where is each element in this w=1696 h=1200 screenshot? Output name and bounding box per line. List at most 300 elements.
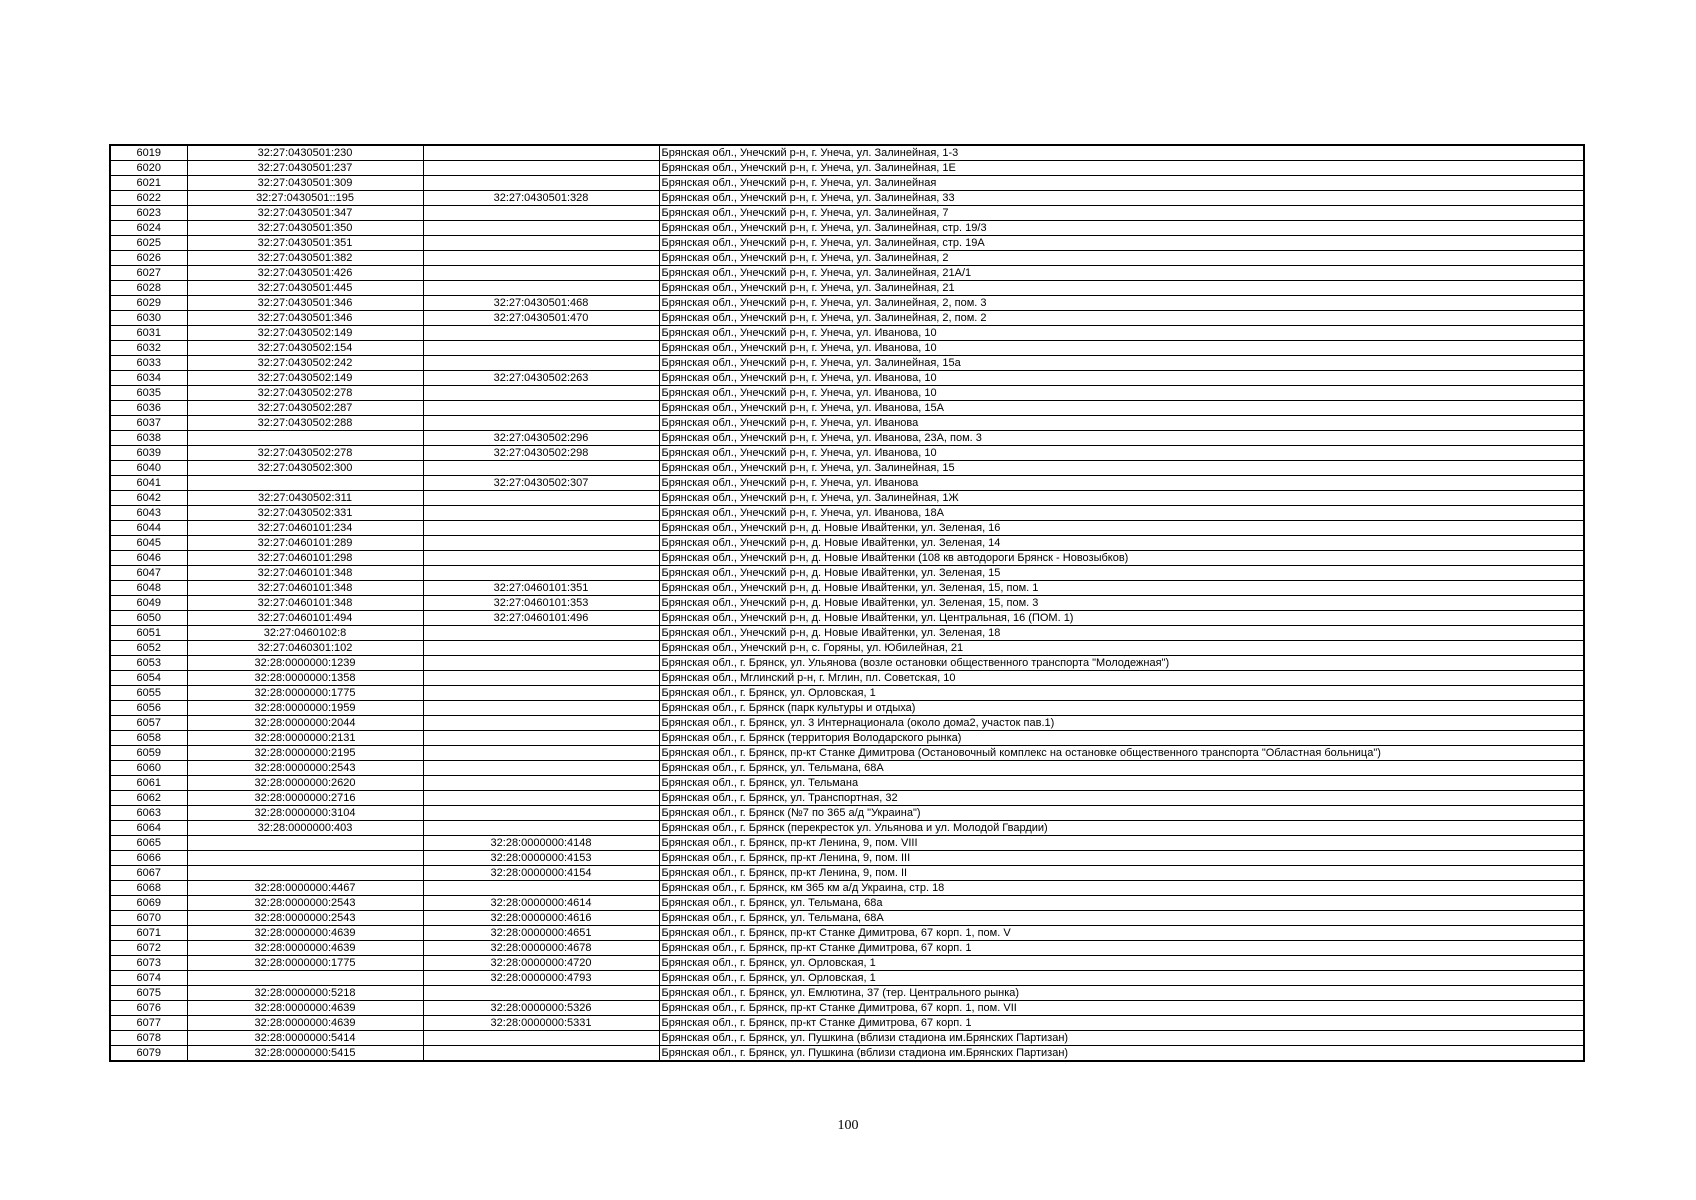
address-cell: Брянская обл., Унечский р-н, г. Унеча, ул. Залинейная, 15 (659, 461, 1584, 476)
table-row (110, 1001, 1584, 1016)
sub-object-number-cell: 32:27:0460101:496 (423, 611, 659, 626)
cadastral-number-cell: 32:28:0000000:1239 (187, 656, 423, 671)
row-number-cell: 6070 (110, 911, 187, 926)
cadastral-number-cell: 32:27:0430501:237 (187, 161, 423, 176)
address-cell: Брянская обл., Унечский р-н, г. Унеча, ул. Залинейная, стр. 19/3 (659, 221, 1584, 236)
address-cell: Брянская обл., Унечский р-н, г. Унеча, ул. Залинейная, 1Е (659, 161, 1584, 176)
address-cell: Брянская обл., Унечский р-н, г. Унеча, ул. Иванова (659, 476, 1584, 491)
address-cell: Брянская обл., г. Брянск, ул. Емлютина, 37 (тер. Центрального рынка) (659, 986, 1584, 1001)
table-row (110, 401, 1584, 416)
cadastral-number-cell: 32:28:0000000:3104 (187, 806, 423, 821)
sub-object-number-cell (423, 356, 659, 371)
cadastral-number-cell: 32:27:0460101:348 (187, 566, 423, 581)
cadastral-number-cell: 32:27:0430501::195 (187, 191, 423, 206)
address-cell: Брянская обл., г. Брянск, ул. Транспортная, 32 (659, 791, 1584, 806)
address-cell: Брянская обл., Унечский р-н, д. Новые Ивайтенки, ул. Зеленая, 18 (659, 626, 1584, 641)
row-number-cell: 6079 (110, 1046, 187, 1062)
cadastral-number-cell: 32:27:0430502:311 (187, 491, 423, 506)
row-number-cell: 6066 (110, 851, 187, 866)
address-cell: Брянская обл., г. Брянск, ул. Тельмана, 68А (659, 911, 1584, 926)
address-cell: Брянская обл., Унечский р-н, г. Унеча, ул. Иванова, 10 (659, 446, 1584, 461)
row-number-cell: 6072 (110, 941, 187, 956)
row-number-cell: 6027 (110, 266, 187, 281)
sub-object-number-cell (423, 881, 659, 896)
sub-object-number-cell (423, 1031, 659, 1046)
sub-object-number-cell (423, 461, 659, 476)
table-row (110, 506, 1584, 521)
sub-object-number-cell: 32:28:0000000:4793 (423, 971, 659, 986)
address-cell: Брянская обл., Унечский р-н, д. Новые Ивайтенки, ул. Зеленая, 14 (659, 536, 1584, 551)
sub-object-number-cell (423, 341, 659, 356)
row-number-cell: 6036 (110, 401, 187, 416)
table-row (110, 641, 1584, 656)
row-number-cell: 6062 (110, 791, 187, 806)
cadastral-number-cell: 32:27:0460101:234 (187, 521, 423, 536)
table-row (110, 221, 1584, 236)
sub-object-number-cell: 32:27:0430501:470 (423, 311, 659, 326)
sub-object-number-cell (423, 716, 659, 731)
cadastral-number-cell: 32:27:0460102:8 (187, 626, 423, 641)
row-number-cell: 6033 (110, 356, 187, 371)
row-number-cell: 6032 (110, 341, 187, 356)
cadastral-number-cell: 32:28:0000000:5414 (187, 1031, 423, 1046)
sub-object-number-cell (423, 746, 659, 761)
row-number-cell: 6022 (110, 191, 187, 206)
address-cell: Брянская обл., Унечский р-н, г. Унеча, ул. Иванова, 18А (659, 506, 1584, 521)
cadastral-number-cell: 32:27:0430501:309 (187, 176, 423, 191)
address-cell: Брянская обл., г. Брянск, ул. Тельмана (659, 776, 1584, 791)
address-cell: Брянская обл., г. Брянск, пр-кт Станке Димитрова (Остановочный комплекс на остановке общественного транспорта "Областная больница") (659, 746, 1584, 761)
cadastral-number-cell: 32:27:0430502:278 (187, 386, 423, 401)
cadastral-number-cell: 32:27:0430501:382 (187, 251, 423, 266)
cadastral-number-cell: 32:27:0430502:288 (187, 416, 423, 431)
address-cell: Брянская обл., Унечский р-н, г. Унеча, ул. Иванова, 10 (659, 341, 1584, 356)
address-cell: Брянская обл., г. Брянск, пр-кт Станке Димитрова, 67 корп. 1 (659, 941, 1584, 956)
table-row (110, 716, 1584, 731)
row-number-cell: 6056 (110, 701, 187, 716)
sub-object-number-cell (423, 731, 659, 746)
address-cell: Брянская обл., Унечский р-н, г. Унеча, ул. Залинейная, 21 (659, 281, 1584, 296)
sub-object-number-cell (423, 626, 659, 641)
address-cell: Брянская обл., г. Брянск, ул. Тельмана, 68а (659, 896, 1584, 911)
table-row (110, 236, 1584, 251)
sub-object-number-cell (423, 821, 659, 836)
row-number-cell: 6065 (110, 836, 187, 851)
row-number-cell: 6025 (110, 236, 187, 251)
row-number-cell: 6052 (110, 641, 187, 656)
sub-object-number-cell (423, 236, 659, 251)
address-cell: Брянская обл., г. Брянск, км 365 км а/д Украина, стр. 18 (659, 881, 1584, 896)
address-cell: Брянская обл., г. Брянск, ул. Орловская, 1 (659, 971, 1584, 986)
cadastral-number-cell: 32:28:0000000:1959 (187, 701, 423, 716)
row-number-cell: 6073 (110, 956, 187, 971)
sub-object-number-cell: 32:28:0000000:5331 (423, 1016, 659, 1031)
row-number-cell: 6041 (110, 476, 187, 491)
sub-object-number-cell (423, 1046, 659, 1062)
sub-object-number-cell (423, 806, 659, 821)
address-cell: Брянская обл., Унечский р-н, д. Новые Ивайтенки (108 кв автодороги Брянск - Новозыбков) (659, 551, 1584, 566)
address-cell: Брянская обл., Унечский р-н, г. Унеча, ул. Иванова (659, 416, 1584, 431)
address-cell: Брянская обл., г. Брянск (№7 по 365 а/д "Украина") (659, 806, 1584, 821)
sub-object-number-cell (423, 566, 659, 581)
row-number-cell: 6029 (110, 296, 187, 311)
table-row (110, 776, 1584, 791)
cadastral-number-cell: 32:27:0460101:348 (187, 581, 423, 596)
row-number-cell: 6077 (110, 1016, 187, 1031)
address-cell: Брянская обл., г. Брянск, пр-кт Ленина, 9, пом. VIII (659, 836, 1584, 851)
sub-object-number-cell (423, 281, 659, 296)
cadastral-number-cell: 32:28:0000000:4639 (187, 941, 423, 956)
address-cell: Брянская обл., Унечский р-н, д. Новые Ивайтенки, ул. Зеленая, 15, пом. 1 (659, 581, 1584, 596)
address-cell: Брянская обл., Унечский р-н, д. Новые Ивайтенки, ул. Зеленая, 15 (659, 566, 1584, 581)
table-row (110, 791, 1584, 806)
row-number-cell: 6042 (110, 491, 187, 506)
sub-object-number-cell: 32:27:0460101:351 (423, 581, 659, 596)
row-number-cell: 6031 (110, 326, 187, 341)
sub-object-number-cell: 32:28:0000000:4614 (423, 896, 659, 911)
cadastral-number-cell: 32:28:0000000:2543 (187, 896, 423, 911)
address-cell: Брянская обл., Унечский р-н, г. Унеча, ул. Иванова, 10 (659, 326, 1584, 341)
row-number-cell: 6069 (110, 896, 187, 911)
row-number-cell: 6040 (110, 461, 187, 476)
cadastral-number-cell: 32:27:0430502:154 (187, 341, 423, 356)
address-cell: Брянская обл., г. Брянск, пр-кт Станке Димитрова, 67 корп. 1, пом. VII (659, 1001, 1584, 1016)
address-cell: Брянская обл., Унечский р-н, г. Унеча, ул. Залинейная, стр. 19А (659, 236, 1584, 251)
cadastral-number-cell: 32:27:0430502:278 (187, 446, 423, 461)
cadastral-number-cell (187, 476, 423, 491)
cadastral-number-cell: 32:28:0000000:5218 (187, 986, 423, 1001)
row-number-cell: 6060 (110, 761, 187, 776)
row-number-cell: 6055 (110, 686, 187, 701)
address-cell: Брянская обл., г. Брянск, ул. Ульянова (возле остановки общественного транспорта "Молодежная") (659, 656, 1584, 671)
row-number-cell: 6048 (110, 581, 187, 596)
sub-object-number-cell: 32:27:0430502:307 (423, 476, 659, 491)
address-cell: Брянская обл., Унечский р-н, г. Унеча, ул. Залинейная, 1-3 (659, 145, 1584, 161)
row-number-cell: 6046 (110, 551, 187, 566)
sub-object-number-cell (423, 701, 659, 716)
table-row (110, 821, 1584, 836)
table-row (110, 686, 1584, 701)
address-cell: Брянская обл., Унечский р-н, г. Унеча, ул. Залинейная, 2, пом. 3 (659, 296, 1584, 311)
row-number-cell: 6063 (110, 806, 187, 821)
table-row (110, 851, 1584, 866)
row-number-cell: 6038 (110, 431, 187, 446)
address-cell: Брянская обл., г. Брянск, ул. Пушкина (вблизи стадиона им.Брянских Партизан) (659, 1046, 1584, 1062)
address-cell: Брянская обл., Унечский р-н, г. Унеча, ул. Иванова, 23А, пом. 3 (659, 431, 1584, 446)
address-cell: Брянская обл., Унечский р-н, д. Новые Ивайтенки, ул. Центральная, 16 (ПОМ. 1) (659, 611, 1584, 626)
address-cell: Брянская обл., Унечский р-н, д. Новые Ивайтенки, ул. Зеленая, 16 (659, 521, 1584, 536)
sub-object-number-cell (423, 761, 659, 776)
cadastral-number-cell: 32:28:0000000:403 (187, 821, 423, 836)
table-row (110, 911, 1584, 926)
sub-object-number-cell (423, 145, 659, 161)
sub-object-number-cell: 32:27:0430502:298 (423, 446, 659, 461)
sub-object-number-cell (423, 221, 659, 236)
row-number-cell: 6045 (110, 536, 187, 551)
cadastral-number-cell: 32:27:0460101:494 (187, 611, 423, 626)
sub-object-number-cell (423, 251, 659, 266)
row-number-cell: 6054 (110, 671, 187, 686)
row-number-cell: 6023 (110, 206, 187, 221)
cadastral-number-cell: 32:27:0460101:348 (187, 596, 423, 611)
register-sheet (109, 144, 1583, 1062)
address-cell: Брянская обл., г. Брянск (перекресток ул. Ульянова и ул. Молодой Гвардии) (659, 821, 1584, 836)
cadastral-number-cell: 32:27:0430501:350 (187, 221, 423, 236)
table-row (110, 836, 1584, 851)
row-number-cell: 6059 (110, 746, 187, 761)
cadastral-number-cell: 32:28:0000000:4639 (187, 926, 423, 941)
sub-object-number-cell (423, 551, 659, 566)
sub-object-number-cell (423, 791, 659, 806)
address-cell: Брянская обл., г. Брянск, пр-кт Ленина, 9, пом. II (659, 866, 1584, 881)
cadastral-number-cell: 32:28:0000000:2543 (187, 911, 423, 926)
address-cell: Брянская обл., г. Брянск (территория Володарского рынка) (659, 731, 1584, 746)
address-cell: Брянская обл., Мглинский р-н, г. Мглин, пл. Советская, 10 (659, 671, 1584, 686)
address-cell: Брянская обл., Унечский р-н, г. Унеча, ул. Залинейная, 2, пом. 2 (659, 311, 1584, 326)
cadastral-number-cell: 32:28:0000000:5415 (187, 1046, 423, 1062)
row-number-cell: 6053 (110, 656, 187, 671)
address-cell: Брянская обл., Унечский р-н, г. Унеча, ул. Иванова, 15А (659, 401, 1584, 416)
table-row (110, 596, 1584, 611)
row-number-cell: 6075 (110, 986, 187, 1001)
address-cell: Брянская обл., г. Брянск (парк культуры и отдыха) (659, 701, 1584, 716)
row-number-cell: 6039 (110, 446, 187, 461)
table-row (110, 551, 1584, 566)
sub-object-number-cell: 32:28:0000000:4651 (423, 926, 659, 941)
sub-object-number-cell (423, 386, 659, 401)
table-row (110, 371, 1584, 386)
cadastral-number-cell: 32:28:0000000:1775 (187, 956, 423, 971)
row-number-cell: 6068 (110, 881, 187, 896)
address-cell: Брянская обл., Унечский р-н, г. Унеча, ул. Залинейная (659, 176, 1584, 191)
sub-object-number-cell (423, 326, 659, 341)
row-number-cell: 6078 (110, 1031, 187, 1046)
table-row (110, 1016, 1584, 1031)
cadastral-number-cell (187, 971, 423, 986)
table-row (110, 866, 1584, 881)
table-row (110, 341, 1584, 356)
cadastral-number-cell: 32:28:0000000:2044 (187, 716, 423, 731)
table-row (110, 446, 1584, 461)
cadastral-number-cell: 32:28:0000000:2543 (187, 761, 423, 776)
cadastral-number-cell: 32:27:0460301:102 (187, 641, 423, 656)
row-number-cell: 6047 (110, 566, 187, 581)
cadastral-number-cell (187, 431, 423, 446)
table-row (110, 416, 1584, 431)
cadastral-number-cell: 32:28:0000000:4639 (187, 1016, 423, 1031)
sub-object-number-cell (423, 176, 659, 191)
address-cell: Брянская обл., Унечский р-н, г. Унеча, ул. Залинейная, 1Ж (659, 491, 1584, 506)
table-row (110, 491, 1584, 506)
sub-object-number-cell (423, 521, 659, 536)
table-row (110, 311, 1584, 326)
row-number-cell: 6051 (110, 626, 187, 641)
sub-object-number-cell (423, 266, 659, 281)
sub-object-number-cell: 32:28:0000000:4720 (423, 956, 659, 971)
address-cell: Брянская обл., Унечский р-н, г. Унеча, ул. Залинейная, 2 (659, 251, 1584, 266)
cadastral-number-cell: 32:27:0430501:351 (187, 236, 423, 251)
table-row (110, 611, 1584, 626)
table-row (110, 431, 1584, 446)
address-cell: Брянская обл., Унечский р-н, с. Горяны, ул. Юбилейная, 21 (659, 641, 1584, 656)
table-row (110, 386, 1584, 401)
sub-object-number-cell (423, 416, 659, 431)
table-row (110, 566, 1584, 581)
sub-object-number-cell (423, 401, 659, 416)
cadastral-number-cell: 32:27:0460101:298 (187, 551, 423, 566)
row-number-cell: 6026 (110, 251, 187, 266)
table-row (110, 326, 1584, 341)
address-cell: Брянская обл., Унечский р-н, г. Унеча, ул. Залинейная, 33 (659, 191, 1584, 206)
sub-object-number-cell (423, 206, 659, 221)
cadastral-number-cell: 32:28:0000000:4639 (187, 1001, 423, 1016)
register-table-body (110, 145, 1584, 1061)
address-cell: Брянская обл., г. Брянск, ул. Тельмана, 68А (659, 761, 1584, 776)
table-row (110, 191, 1584, 206)
sub-object-number-cell: 32:27:0460101:353 (423, 596, 659, 611)
table-row (110, 536, 1584, 551)
row-number-cell: 6043 (110, 506, 187, 521)
sub-object-number-cell: 32:27:0430501:468 (423, 296, 659, 311)
row-number-cell: 6057 (110, 716, 187, 731)
table-row (110, 296, 1584, 311)
cadastral-number-cell: 32:28:0000000:2131 (187, 731, 423, 746)
cadastral-number-cell: 32:28:0000000:1775 (187, 686, 423, 701)
address-cell: Брянская обл., Унечский р-н, г. Унеча, ул. Иванова, 10 (659, 386, 1584, 401)
row-number-cell: 6064 (110, 821, 187, 836)
cadastral-number-cell: 32:27:0430501:346 (187, 311, 423, 326)
sub-object-number-cell (423, 986, 659, 1001)
sub-object-number-cell: 32:27:0430502:296 (423, 431, 659, 446)
row-number-cell: 6074 (110, 971, 187, 986)
cadastral-number-cell (187, 866, 423, 881)
address-cell: Брянская обл., Унечский р-н, д. Новые Ивайтенки, ул. Зеленая, 15, пом. 3 (659, 596, 1584, 611)
table-row (110, 476, 1584, 491)
table-row (110, 461, 1584, 476)
sub-object-number-cell: 32:28:0000000:4616 (423, 911, 659, 926)
sub-object-number-cell (423, 506, 659, 521)
sub-object-number-cell: 32:28:0000000:4148 (423, 836, 659, 851)
cadastral-number-cell: 32:27:0430502:242 (187, 356, 423, 371)
table-row (110, 1046, 1584, 1062)
cadastral-number-cell: 32:27:0430501:426 (187, 266, 423, 281)
table-row (110, 581, 1584, 596)
sub-object-number-cell (423, 656, 659, 671)
table-row (110, 206, 1584, 221)
page-number: 100 (837, 1118, 859, 1133)
address-cell: Брянская обл., Унечский р-н, г. Унеча, ул. Иванова, 10 (659, 371, 1584, 386)
table-row (110, 746, 1584, 761)
row-number-cell: 6037 (110, 416, 187, 431)
row-number-cell: 6030 (110, 311, 187, 326)
cadastral-number-cell: 32:27:0430502:287 (187, 401, 423, 416)
cadastral-number-cell: 32:27:0430502:149 (187, 371, 423, 386)
register-table (109, 144, 1585, 1062)
sub-object-number-cell (423, 161, 659, 176)
row-number-cell: 6049 (110, 596, 187, 611)
row-number-cell: 6020 (110, 161, 187, 176)
table-row (110, 761, 1584, 776)
table-row (110, 145, 1584, 161)
sub-object-number-cell (423, 686, 659, 701)
table-row (110, 356, 1584, 371)
address-cell: Брянская обл., Унечский р-н, г. Унеча, ул. Залинейная, 7 (659, 206, 1584, 221)
table-row (110, 971, 1584, 986)
address-cell: Брянская обл., г. Брянск, пр-кт Станке Димитрова, 67 корп. 1 (659, 1016, 1584, 1031)
table-row (110, 941, 1584, 956)
table-row (110, 926, 1584, 941)
cadastral-number-cell: 32:28:0000000:2620 (187, 776, 423, 791)
cadastral-number-cell: 32:27:0430501:347 (187, 206, 423, 221)
table-row (110, 656, 1584, 671)
cadastral-number-cell: 32:27:0430502:331 (187, 506, 423, 521)
sub-object-number-cell: 32:28:0000000:5326 (423, 1001, 659, 1016)
table-row (110, 521, 1584, 536)
sub-object-number-cell (423, 671, 659, 686)
table-row (110, 896, 1584, 911)
row-number-cell: 6071 (110, 926, 187, 941)
row-number-cell: 6061 (110, 776, 187, 791)
address-cell: Брянская обл., г. Брянск, пр-кт Станке Димитрова, 67 корп. 1, пом. V (659, 926, 1584, 941)
row-number-cell: 6024 (110, 221, 187, 236)
address-cell: Брянская обл., г. Брянск, ул. Орловская, 1 (659, 686, 1584, 701)
cadastral-number-cell: 32:27:0430501:346 (187, 296, 423, 311)
cadastral-number-cell (187, 851, 423, 866)
table-row (110, 731, 1584, 746)
sub-object-number-cell: 32:28:0000000:4678 (423, 941, 659, 956)
table-row (110, 281, 1584, 296)
table-row (110, 251, 1584, 266)
row-number-cell: 6028 (110, 281, 187, 296)
cadastral-number-cell: 32:28:0000000:4467 (187, 881, 423, 896)
row-number-cell: 6034 (110, 371, 187, 386)
row-number-cell: 6019 (110, 145, 187, 161)
table-row (110, 701, 1584, 716)
sub-object-number-cell: 32:27:0430502:263 (423, 371, 659, 386)
cadastral-number-cell: 32:28:0000000:2716 (187, 791, 423, 806)
sub-object-number-cell (423, 776, 659, 791)
address-cell: Брянская обл., г. Брянск, ул. 3 Интернационала (около дома2, участок пав.1) (659, 716, 1584, 731)
sub-object-number-cell: 32:27:0430501:328 (423, 191, 659, 206)
table-row (110, 1031, 1584, 1046)
sub-object-number-cell (423, 491, 659, 506)
sub-object-number-cell: 32:28:0000000:4154 (423, 866, 659, 881)
cadastral-number-cell: 32:28:0000000:1358 (187, 671, 423, 686)
address-cell: Брянская обл., г. Брянск, ул. Орловская, 1 (659, 956, 1584, 971)
cadastral-number-cell: 32:27:0430502:300 (187, 461, 423, 476)
cadastral-number-cell: 32:27:0430501:445 (187, 281, 423, 296)
cadastral-number-cell: 32:27:0430501:230 (187, 145, 423, 161)
address-cell: Брянская обл., г. Брянск, ул. Пушкина (вблизи стадиона им.Брянских Партизан) (659, 1031, 1584, 1046)
row-number-cell: 6021 (110, 176, 187, 191)
cadastral-number-cell: 32:28:0000000:2195 (187, 746, 423, 761)
table-row (110, 266, 1584, 281)
address-cell: Брянская обл., г. Брянск, пр-кт Ленина, 9, пом. III (659, 851, 1584, 866)
table-row (110, 956, 1584, 971)
row-number-cell: 6076 (110, 1001, 187, 1016)
row-number-cell: 6035 (110, 386, 187, 401)
sub-object-number-cell (423, 641, 659, 656)
address-cell: Брянская обл., Унечский р-н, г. Унеча, ул. Залинейная, 21А/1 (659, 266, 1584, 281)
row-number-cell: 6058 (110, 731, 187, 746)
sub-object-number-cell: 32:28:0000000:4153 (423, 851, 659, 866)
cadastral-number-cell: 32:27:0460101:289 (187, 536, 423, 551)
table-row (110, 626, 1584, 641)
cadastral-number-cell: 32:27:0430502:149 (187, 326, 423, 341)
table-row (110, 986, 1584, 1001)
table-row (110, 176, 1584, 191)
row-number-cell: 6067 (110, 866, 187, 881)
